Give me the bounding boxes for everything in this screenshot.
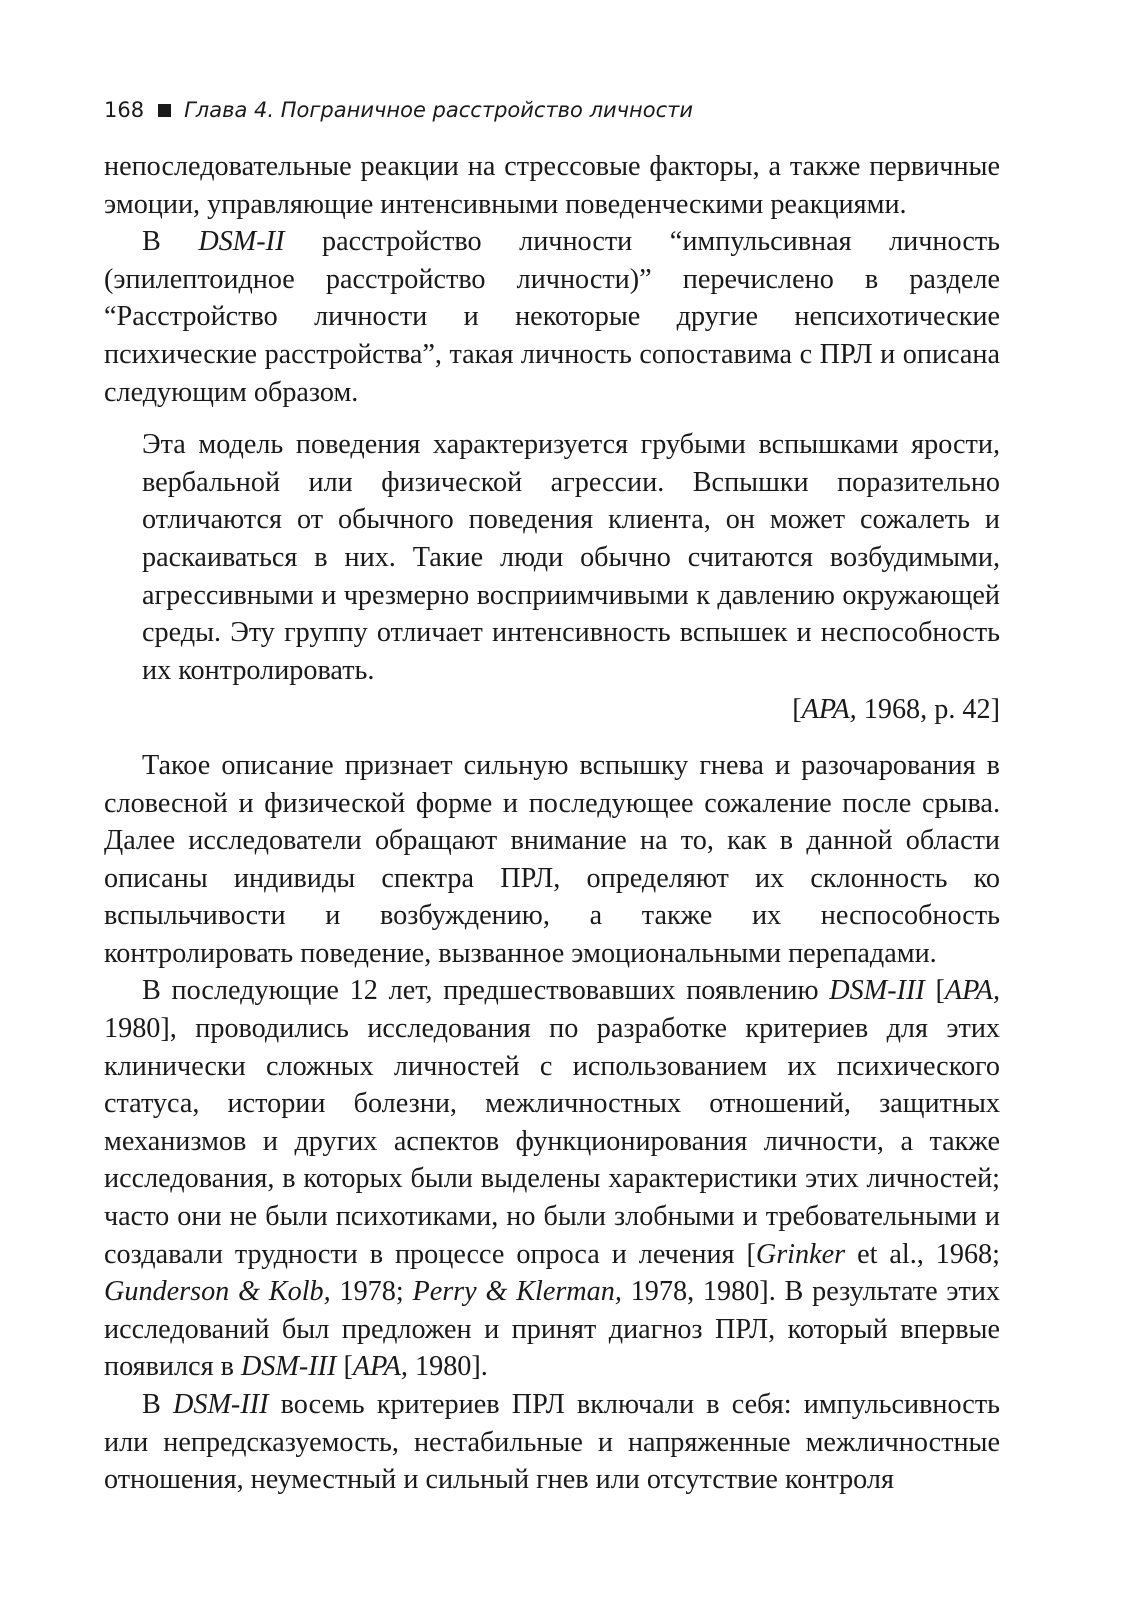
quote-citation: [APA, 1968, p. 42] <box>792 694 1000 726</box>
square-bullet-icon <box>158 104 171 117</box>
paragraph-2: В DSM-II расстройство личности “импульсивная личность (эпилептоидное расстройство личности)” перечислено в разделе “Расстройство личности и некоторые другие непсихотические психические расстройства”, такая личность сопоставима с ПРЛ и описана следующим образом. <box>104 226 1001 408</box>
page-number: 168 <box>104 98 145 122</box>
chapter-title: Глава 4. Пограничное расстройство личности <box>184 98 694 122</box>
block-quote <box>142 426 1000 729</box>
paragraph-1: непоследовательные реакции на стрессовые факторы, а также первичные эмоции, управляющие интенсивными поведенческими реакциями. <box>104 151 1000 220</box>
book-page <box>104 96 1000 1499</box>
paragraph-3: Такое описание признает сильную вспышку гнева и разочарования в словесной и физической форме и последующее сожаление после срыва. Далее исследователи обращают внимание на то, как в данной области описаны индивиды спектра ПРЛ, определяют их склонность ко вспыльчивости и возбуждению, а также их неспособность контролировать поведение, вызванное эмоциональными перепадами. <box>104 749 1000 969</box>
body-text <box>104 148 1000 411</box>
running-header <box>104 96 1000 124</box>
paragraph-5: В DSM-III восемь критериев ПРЛ включали в себя: импульсивность или непредсказуемость, нестабильные и напряженные межличностные отношения, неуместный и сильный гнев или отсутствие контроля <box>104 1389 1000 1496</box>
paragraph-4: В последующие 12 лет, предшествовавших появлению DSM-III [APA, 1980], проводились исследования по разработке критериев для этих клинически сложных личностей с использованием их психического статуса, истории болезни, межличностных отношений, защитных механизмов и других аспектов функционирования личности, а также исследования, в которых были выделены характеристики этих личностей; часто они не были психотиками, но были злобными и требовательными и создавали трудности в процессе опроса и лечения [Grinker et al., 1968; Gunderson & Kolb, 1978; Perry & Klerman, 1978, 1980]. В результате этих исследований был предложен и принят диагноз ПРЛ, который впервые появился в DSM-III [APA, 1980]. <box>104 975 1000 1383</box>
quote-text: Эта модель поведения характеризуется грубыми вспышками ярости, вербальной или физической агрессии. Вспышки поразительно отличаются от обычного поведения клиента, он может сожалеть и раскаиваться в них. Такие люди обычно считаются возбудимыми, агрессивными и чрезмерно восприимчивыми к давлению окружающей среды. Эту группу отличает интенсивность вспышек и неспособность их контролировать. <box>142 429 1000 686</box>
body-text-continued <box>104 747 1000 1499</box>
